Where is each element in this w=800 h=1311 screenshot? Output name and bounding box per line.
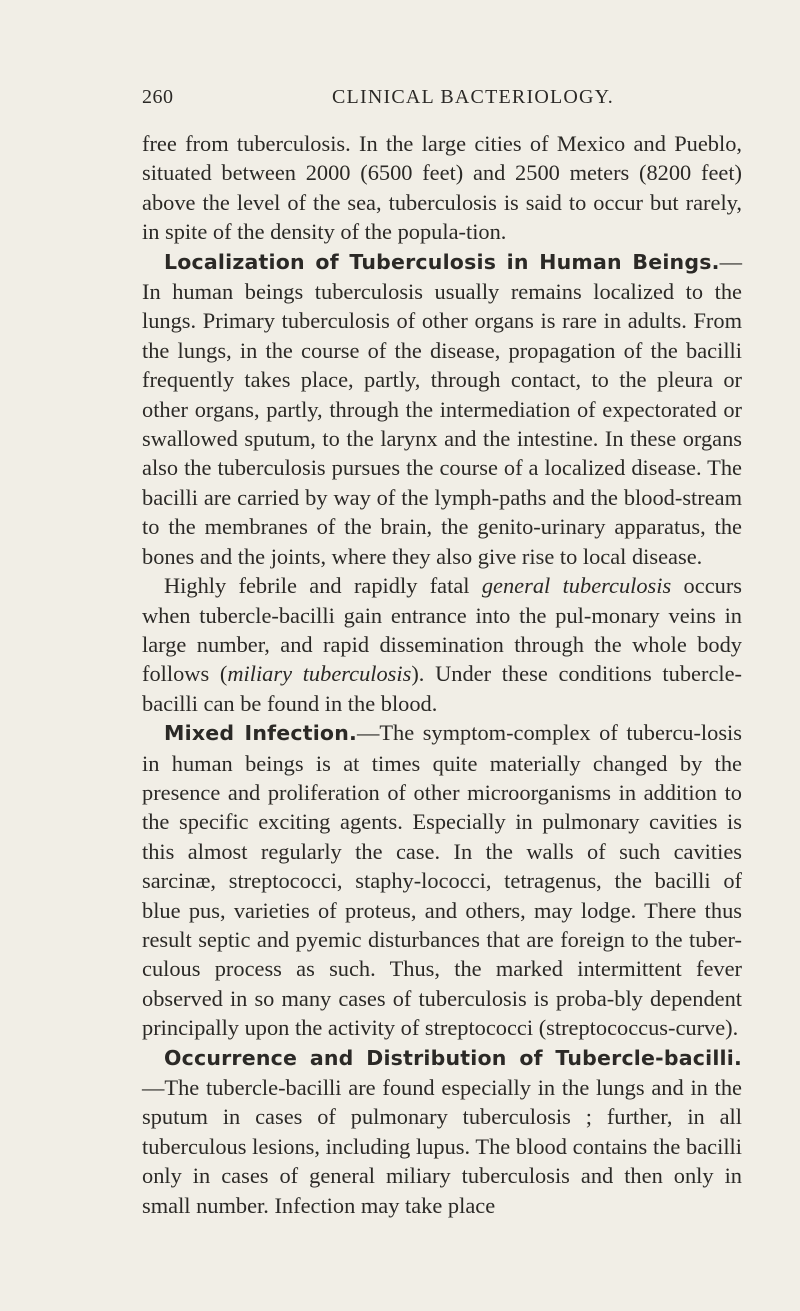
paragraph-text: —In human beings tuberculosis usually remains localized to the lungs. Primary tuberculosis of other organs is rare in adults. From the lungs, in the course of the disease, propagation of the bacilli frequently takes place, partly, through contact, to the pleura or other organs, partly, through the intermediation of expectorated or swallowed sputum, to the larynx and the intestine. In these organs also the tuberculosis pursues the course of a localized disease. The bacilli are carried by way of the lymph-paths and the blood-stream to the membranes of the brain, the genito-urinary apparatus, the bones and the joints, where they also give rise to local disease. xyxy=(142,248,742,569)
paragraph-text: —The symptom-complex of tubercu-losis in human beings is at times quite materially changed by the presence and proliferation of other microorganisms in addition to the specific exciting agents. Especially in pulmonary cavities is this almost regularly the case. In the walls of such cavities sarcinæ, streptococci, staphy-lococci, tetragenus, the bacilli of blue pus, varieties of proteus, and others, may lodge. There thus result septic and pyemic disturbances that are foreign to the tuber-culous process as such. Thus, the marked intermittent fever observed in so many cases of tuberculosis is proba-bly dependent principally upon the activity of streptococci (streptococcus-curve). xyxy=(142,720,742,1041)
page-number: 260 xyxy=(142,86,174,108)
page-header xyxy=(142,86,742,116)
paragraph-occurrence xyxy=(142,1043,742,1220)
paragraph-text: —The tubercle-bacilli are found especially in the lungs and in the sputum in cases of pulmonary tuberculosis ; further, in all tuberculous lesions, including lupus. The blood contains the bacilli only in cases of general miliary tuberculosis and then only in small number. Infection may take place xyxy=(142,1075,742,1218)
paragraph-localization xyxy=(142,247,742,571)
section-heading-occurrence: Occurrence and Distribution of Tubercle-bacilli. xyxy=(164,1045,742,1070)
paragraph-text: free from tuberculosis. In the large cities of Mexico and Pueblo, situated between 2000 (6500 feet) and 2500 meters (8200 feet) above the level of the sea, tuberculosis is said to occur but rarely, in spite of the density of the popula-tion. xyxy=(142,131,742,245)
paragraph-text: occurs when tubercle-bacilli gain entrance into the pul-monary veins in large number, and rapid dissemination through the whole body follows ( xyxy=(142,573,742,687)
italic-term-miliary-tuberculosis: miliary tuberculosis xyxy=(227,661,412,687)
paragraph-text: ). Under these conditions tubercle-bacilli can be found in the blood. xyxy=(142,661,742,716)
paragraph-continuation xyxy=(142,129,742,247)
section-heading-mixed-infection: Mixed Infection. xyxy=(164,721,357,746)
body-text xyxy=(142,129,742,1220)
paragraph-general-tuberculosis xyxy=(142,571,742,718)
paragraph-text: Highly febrile and rapidly fatal xyxy=(164,573,482,599)
section-heading-localization: Localization of Tuberculosis in Human Beings. xyxy=(164,249,720,274)
running-head: CLINICAL BACTERIOLOGY. xyxy=(332,86,614,108)
paragraph-mixed-infection xyxy=(142,718,742,1042)
italic-term-general-tuberculosis: general tuberculosis xyxy=(481,573,672,599)
